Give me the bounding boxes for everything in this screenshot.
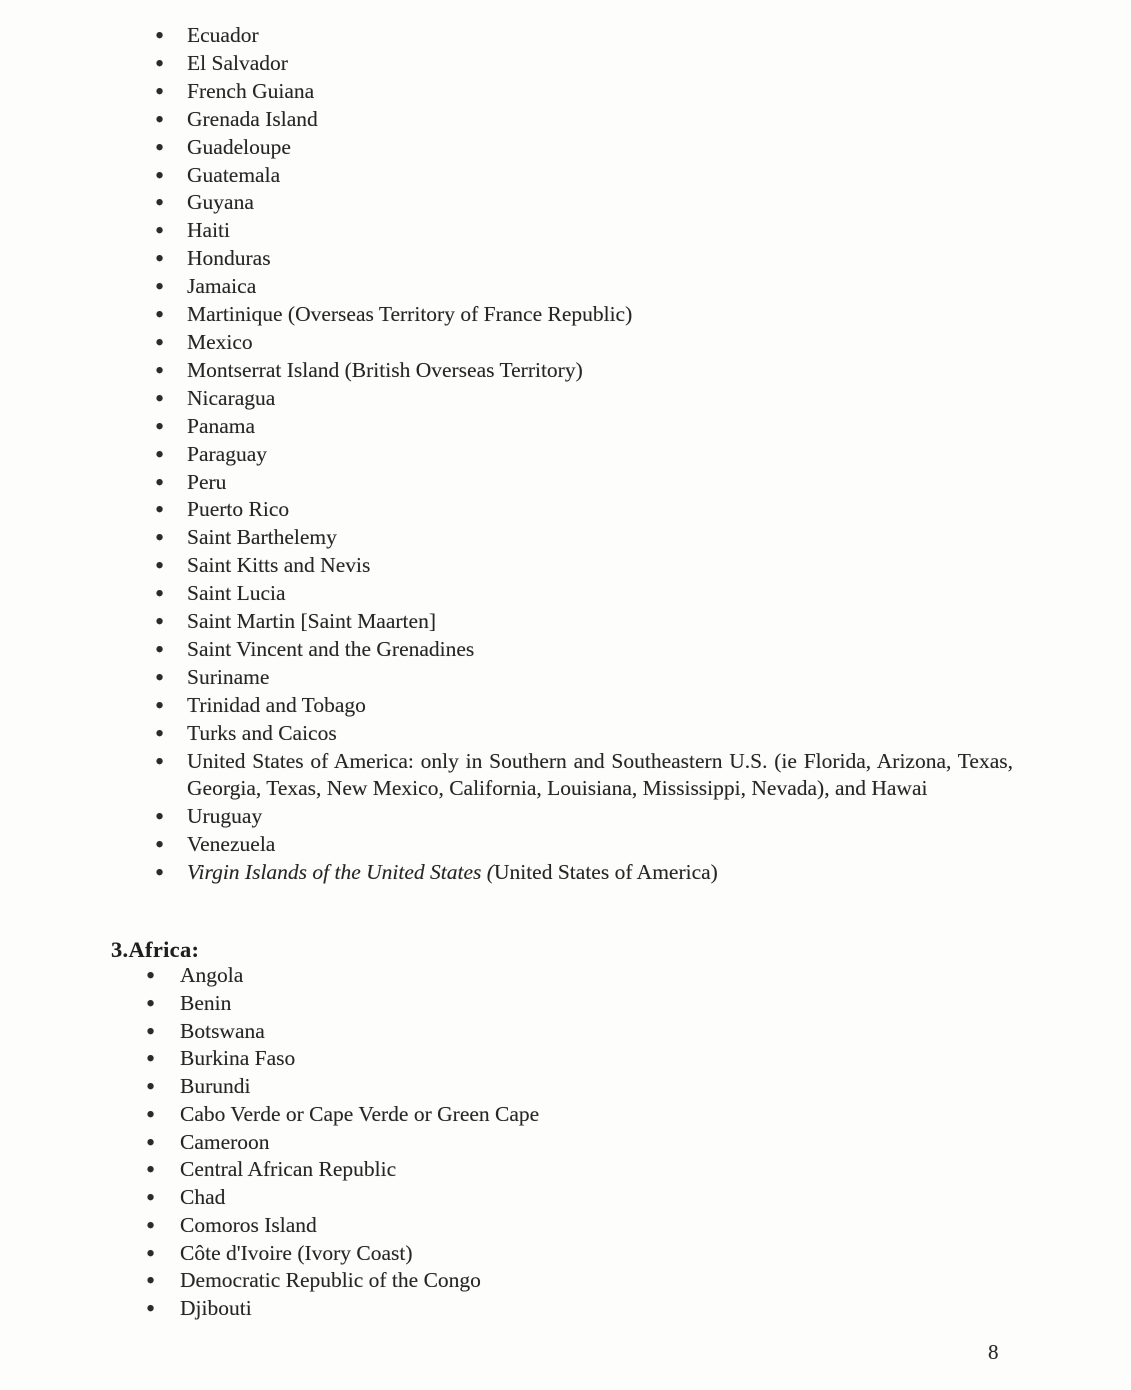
country-item — [146, 1044, 1013, 1074]
country-item — [155, 551, 1013, 581]
bullet-icon: • — [146, 1266, 156, 1296]
bullet-icon: • — [155, 355, 165, 385]
country-item — [155, 467, 1013, 497]
country-label: Comoros Island — [180, 1212, 317, 1237]
bullet-icon: • — [155, 76, 165, 106]
africa-section-heading: 3.Africa: — [111, 937, 200, 962]
bullet-icon: • — [146, 1072, 156, 1101]
country-label: Peru — [187, 469, 227, 494]
bullet-icon: • — [155, 216, 165, 246]
country-label: Honduras — [187, 246, 271, 271]
country-item — [146, 1210, 1013, 1240]
country-item — [146, 1127, 1013, 1157]
country-label: Grenada Island — [187, 106, 318, 131]
bullet-icon: • — [146, 1294, 156, 1323]
country-label: Mexico — [187, 329, 253, 354]
bullet-icon: • — [155, 607, 165, 637]
country-label-italic: Virgin Islands of the United States ( — [187, 860, 494, 885]
bullet-icon: • — [155, 746, 165, 776]
country-label: Democratic Republic of the Congo — [180, 1268, 481, 1293]
country-item — [146, 1294, 1013, 1323]
bullet-icon: • — [146, 1210, 156, 1240]
country-item — [155, 634, 1013, 664]
bullet-icon: • — [155, 188, 165, 218]
country-label: Suriname — [187, 664, 270, 689]
bullet-icon: • — [155, 830, 165, 860]
country-item — [155, 132, 1013, 162]
country-item — [155, 607, 1013, 637]
country-item — [155, 690, 1013, 720]
country-item — [146, 1099, 1013, 1129]
country-label: Angola — [180, 963, 244, 987]
country-item-virgin-islands — [155, 858, 1013, 888]
country-label: Martinique (Overseas Territory of France Republic) — [187, 302, 633, 327]
americas-country-list — [155, 21, 1013, 888]
bullet-icon: • — [146, 1155, 156, 1185]
bullet-icon: • — [155, 300, 165, 330]
country-item — [155, 104, 1013, 134]
bullet-icon: • — [155, 383, 165, 413]
country-item — [155, 272, 1013, 302]
bullet-icon: • — [146, 1238, 156, 1268]
country-label: Nicaragua — [187, 385, 276, 410]
country-label: Burkina Faso — [180, 1046, 296, 1071]
bullet-icon: • — [155, 551, 165, 581]
country-item — [155, 495, 1013, 525]
country-item — [146, 1016, 1013, 1046]
country-label: Paraguay — [187, 441, 267, 466]
country-label: Saint Lucia — [187, 581, 286, 606]
country-item — [146, 988, 1013, 1018]
country-item — [155, 355, 1013, 385]
page-number: 8 — [988, 1340, 999, 1364]
bullet-icon: • — [155, 272, 165, 302]
bullet-icon: • — [155, 662, 165, 692]
bullet-icon: • — [146, 1099, 156, 1129]
bullet-icon: • — [155, 495, 165, 525]
country-label: Trinidad and Tobago — [187, 692, 366, 717]
country-item — [155, 662, 1013, 692]
country-item — [146, 1183, 1013, 1212]
country-label: Benin — [180, 990, 232, 1015]
country-label: Guadeloupe — [187, 134, 291, 159]
country-item — [155, 327, 1013, 357]
bullet-icon: • — [146, 1183, 156, 1212]
country-item — [155, 160, 1013, 190]
country-label: El Salvador — [187, 50, 288, 75]
bullet-icon: • — [155, 48, 165, 78]
bullet-icon: • — [155, 244, 165, 274]
country-label: Panama — [187, 413, 256, 438]
bullet-icon: • — [155, 411, 165, 441]
bullet-icon: • — [146, 1044, 156, 1074]
country-item — [155, 383, 1013, 413]
bullet-icon: • — [155, 718, 165, 748]
country-label: Guatemala — [187, 162, 281, 187]
bullet-icon: • — [146, 1016, 156, 1046]
bullet-icon: • — [155, 327, 165, 357]
country-item — [155, 188, 1013, 218]
africa-country-list — [146, 961, 1013, 1323]
country-label: Djibouti — [180, 1296, 252, 1320]
country-label: Uruguay — [187, 804, 263, 829]
country-item — [155, 48, 1013, 78]
country-item — [155, 216, 1013, 246]
bullet-icon: • — [155, 858, 165, 888]
country-item — [155, 76, 1013, 106]
country-item — [155, 579, 1013, 609]
bullet-icon: • — [146, 988, 156, 1018]
country-item — [155, 523, 1013, 553]
country-label: Ecuador — [187, 23, 259, 47]
bullet-icon: • — [155, 21, 165, 50]
bullet-icon: • — [155, 160, 165, 190]
bullet-icon: • — [146, 1127, 156, 1157]
country-item — [155, 244, 1013, 274]
country-label: Central African Republic — [180, 1157, 397, 1182]
country-label: Montserrat Island (British Overseas Territory) — [187, 357, 583, 382]
country-label: Cameroon — [180, 1129, 270, 1154]
country-label: Botswana — [180, 1018, 265, 1043]
country-label: Saint Martin [Saint Maarten] — [187, 609, 436, 634]
country-label: Turks and Caicos — [187, 720, 337, 745]
country-label: Saint Barthelemy — [187, 525, 337, 550]
country-item — [146, 1266, 1013, 1296]
country-label: Saint Vincent and the Grenadines — [187, 636, 475, 661]
country-label: Chad — [180, 1185, 226, 1209]
country-item — [155, 21, 1013, 50]
bullet-icon: • — [155, 104, 165, 134]
country-item — [155, 300, 1013, 330]
country-label: French Guiana — [187, 78, 315, 103]
country-item — [146, 1238, 1013, 1268]
country-item — [155, 439, 1013, 469]
country-item — [146, 1072, 1013, 1101]
country-item-usa — [155, 746, 1013, 804]
country-label: Cabo Verde or Cape Verde or Green Cape — [180, 1101, 540, 1126]
bullet-icon: • — [155, 690, 165, 720]
country-label: Puerto Rico — [187, 497, 290, 522]
bullet-icon: • — [155, 579, 165, 609]
bullet-icon: • — [155, 439, 165, 469]
country-item — [155, 411, 1013, 441]
country-item — [146, 961, 1013, 990]
country-label: United States of America) — [493, 860, 718, 885]
bullet-icon: • — [146, 961, 156, 990]
country-label: Côte d'Ivoire (Ivory Coast) — [180, 1240, 413, 1265]
country-item — [155, 718, 1013, 748]
country-label: United States of America: only in Southern and Southeastern U.S. (ie Florida, Arizona, Texas, Georgia, Texas, New Mexico, California, Louisiana, Mississippi, Nevada), and Hawai — [187, 748, 1013, 801]
bullet-icon: • — [155, 467, 165, 497]
country-label: Saint Kitts and Nevis — [187, 553, 371, 578]
country-label: Venezuela — [187, 832, 276, 857]
country-item — [146, 1155, 1013, 1185]
country-item — [155, 802, 1013, 832]
country-label: Jamaica — [187, 274, 257, 299]
country-label: Haiti — [187, 218, 230, 243]
bullet-icon: • — [155, 634, 165, 664]
bullet-icon: • — [155, 802, 165, 832]
country-label: Guyana — [187, 190, 254, 215]
country-item — [155, 830, 1013, 860]
bullet-icon: • — [155, 523, 165, 553]
bullet-icon: • — [155, 132, 165, 162]
country-label: Burundi — [180, 1074, 251, 1098]
